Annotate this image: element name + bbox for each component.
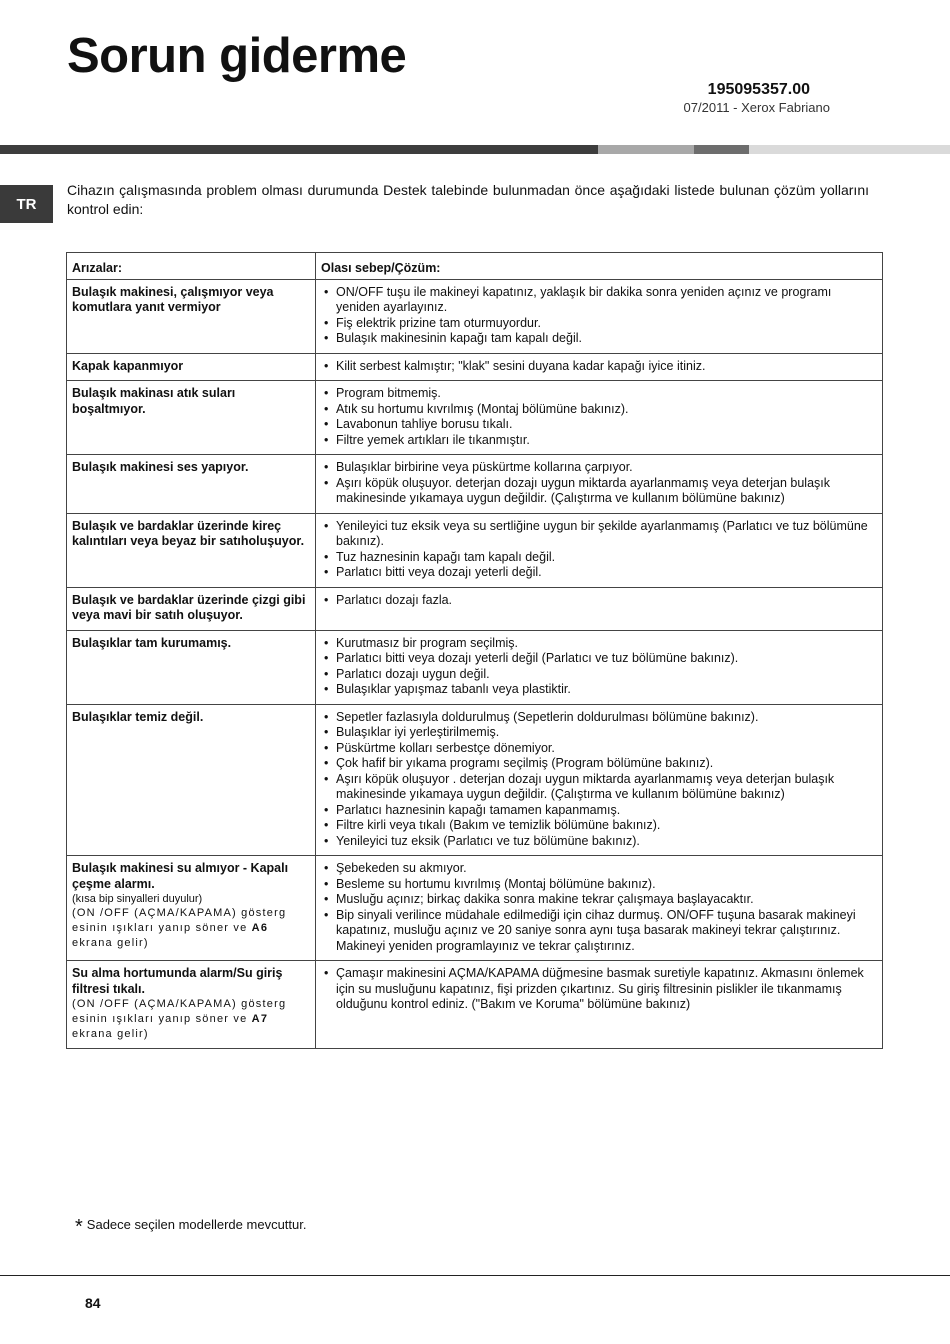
solution-item: • Aşırı köpük oluşuyor. deterjan dozajı uygun miktarda ayarlanmamış veya deterjan bulaşık makinesinde yıkamaya uygun değildir. (Çalıştırma ve kullanım bölümüne bakınız): [321, 476, 877, 507]
solution-item: • Yenileyici tuz eksik veya su sertliğine uygun bir şekilde ayarlanmamış (Parlatıcı ve tuz bölümüne bakınız).: [321, 519, 877, 550]
language-tab: TR: [0, 185, 53, 223]
fault-title: Bulaşıklar temiz değil.: [72, 709, 204, 724]
solution-list: [321, 966, 877, 1013]
page-title: Sorun giderme: [67, 29, 407, 83]
table-row: [67, 856, 883, 961]
table-row: [67, 961, 883, 1049]
indicator-description: (ON /OFF (AÇMA/KAPAMA) gösterg esinin ışıkları yanıp söner ve: [72, 907, 287, 934]
solution-item: • Filtre kirli veya tıkalı (Bakım ve temizlik bölümüne bakınız).: [321, 818, 877, 834]
fault-title: Bulaşık makinası atık suları boşaltmıyor.: [72, 386, 236, 416]
solution-item: • Yenileyici tuz eksik (Parlatıcı ve tuz bölümüne bakınız).: [321, 834, 877, 850]
column-header-faults: Arızalar:: [67, 253, 316, 280]
solution-item: • Şebekeden su akmıyor.: [321, 861, 877, 877]
solution-item: • Filtre yemek artıkları ile tıkanmıştır.: [321, 433, 877, 449]
solution-list: [321, 593, 877, 609]
solution-item: • Püskürtme kolları serbestçe dönemiyor.: [321, 741, 877, 757]
solution-item: • Sepetler fazlasıyla doldurulmuş (Sepetlerin doldurulması bölümüne bakınız).: [321, 710, 877, 726]
table-row: [67, 279, 883, 353]
solution-item: • Atık su hortumu kıvrılmış (Montaj bölümüne bakınız).: [321, 402, 877, 418]
column-header-solutions: Olası sebep/Çözüm:: [316, 253, 883, 280]
fault-title: Bulaşık ve bardaklar üzerinde kireç kalıntıları veya beyaz bir satıholuşuyor.: [72, 518, 305, 548]
fault-cell: [67, 353, 316, 381]
fault-title: Bulaşık makinesi, çalışmıyor veya komutlara yanıt vermiyor: [72, 284, 274, 314]
header-bar-pale: [749, 145, 950, 154]
fault-cell: [67, 279, 316, 353]
fault-title: Su alma hortumunda alarm/Su giriş filtresi tıkalı.: [72, 966, 283, 996]
solution-list: [321, 710, 877, 850]
solution-list: [321, 861, 877, 954]
document-date: 07/2011 - Xerox Fabriano: [683, 100, 830, 115]
table-header-row: [67, 253, 883, 280]
indicator-tail: ekrana gelir): [72, 937, 149, 949]
solution-item: • Çamaşır makinesini AÇMA/KAPAMA düğmesine basmak suretiyle kapatınız. Akmasını önlemek için su musluğunu kapatınız, fişi prizden çıkartınız. Su giriş filtresinin pislikler ile tıkanmamış olduğunu kontrol ediniz. ("Bakım ve Koruma" bölümüne bakınız): [321, 966, 877, 1013]
fault-cell: [67, 961, 316, 1049]
solution-item: • Parlatıcı bitti veya dozajı yeterli değil.: [321, 565, 877, 581]
fault-cell: [67, 587, 316, 630]
solution-cell: [316, 513, 883, 587]
fault-cell: [67, 856, 316, 961]
solution-cell: [316, 961, 883, 1049]
solution-cell: [316, 353, 883, 381]
solution-list: [321, 359, 877, 375]
footnote-text: Sadece seçilen modellerde mevcuttur.: [86, 1217, 307, 1232]
solution-cell: [316, 704, 883, 856]
fault-cell: [67, 381, 316, 455]
header-bar-dark: [0, 145, 598, 154]
table-row: [67, 587, 883, 630]
table-row: [67, 381, 883, 455]
solution-list: [321, 636, 877, 698]
solution-cell: [316, 587, 883, 630]
solution-cell: [316, 630, 883, 704]
solution-item: • Bulaşıklar yapışmaz tabanlı veya plastiktir.: [321, 682, 877, 698]
error-code: A7: [251, 1013, 269, 1025]
solution-item: • Program bitmemiş.: [321, 386, 877, 402]
solution-item: • Parlatıcı dozajı uygun değil.: [321, 667, 877, 683]
footnote-asterisk: *: [75, 1216, 83, 1238]
solution-item: • Parlatıcı bitti veya dozajı yeterli değil (Parlatıcı ve tuz bölümüne bakınız).: [321, 651, 877, 667]
fault-note: (kısa bip sinyalleri duyulur): [72, 893, 203, 905]
solution-item: • Besleme su hortumu kıvrılmış (Montaj bölümüne bakınız).: [321, 877, 877, 893]
intro-text: Cihazın çalışmasında problem olması durumunda Destek talebinde bulunmadan önce aşağıdaki listede bulunan çözüm yollarını kontrol edin:: [67, 182, 869, 217]
table-row: [67, 704, 883, 856]
fault-cell: [67, 455, 316, 514]
indicator-tail: ekrana gelir): [72, 1028, 149, 1040]
fault-cell: [67, 704, 316, 856]
document-number: 195095357.00: [707, 81, 810, 98]
table-row: [67, 455, 883, 514]
solution-item: • Musluğu açınız; birkaç dakika sonra makine tekrar çalışmaya başlayacaktır.: [321, 892, 877, 908]
fault-title: Bulaşık makinesi su almıyor - Kapalı çeşme alarmı.: [72, 861, 289, 891]
solution-item: • Parlatıcı haznesinin kapağı tamamen kapanmamış.: [321, 803, 877, 819]
solution-list: [321, 386, 877, 448]
solution-item: • ON/OFF tuşu ile makineyi kapatınız, yaklaşık bir dakika sonra yeniden açınız ve programı yeniden ayarlayınız.: [321, 285, 877, 316]
header-bar-light: [598, 145, 694, 154]
fault-title: Bulaşıklar tam kurumamış.: [72, 635, 232, 650]
solution-item: • Fiş elektrik prizine tam oturmuyordur.: [321, 316, 877, 332]
solution-item: • Çok hafif bir yıkama programı seçilmiş (Program bölümüne bakınız).: [321, 756, 877, 772]
solution-cell: [316, 856, 883, 961]
fault-title: Bulaşık ve bardaklar üzerinde çizgi gibi veya mavi bir satıh oluşuyor.: [72, 592, 306, 622]
table-row: [67, 353, 883, 381]
solution-item: • Parlatıcı dozajı fazla.: [321, 593, 877, 609]
solution-item: • Kurutmasız bir program seçilmiş.: [321, 636, 877, 652]
solution-cell: [316, 279, 883, 353]
solution-item: • Bulaşık makinesinin kapağı tam kapalı değil.: [321, 331, 877, 347]
table-row: [67, 513, 883, 587]
fault-indicator-text: [72, 906, 310, 951]
fault-cell: [67, 513, 316, 587]
solution-item: • Bip sinyali verilince müdahale edilmediği için cihaz durmuş. ON/OFF tuşuna basarak makineyi kapatınız, musluğu açınız ve 20 saniye sonra aynı tuşa basarak makineyi tekrar çalıştırınız. Makineyi yeniden programlayınız ve tekrar çalıştırınız.: [321, 908, 877, 955]
fault-title: Kapak kapanmıyor: [72, 358, 184, 373]
footer-rule: [0, 1275, 950, 1276]
troubleshooting-table: [66, 252, 883, 1049]
page-number: 84: [85, 1295, 101, 1311]
table-row: [67, 630, 883, 704]
error-code: A6: [251, 922, 269, 934]
solution-item: • Lavabonun tahliye borusu tıkalı.: [321, 417, 877, 433]
solution-item: • Bulaşıklar iyi yerleştirilmemiş.: [321, 725, 877, 741]
solution-cell: [316, 455, 883, 514]
header-bar-mid: [694, 145, 749, 154]
solution-item: • Tuz haznesinin kapağı tam kapalı değil.: [321, 550, 877, 566]
fault-title: Bulaşık makinesi ses yapıyor.: [72, 460, 249, 474]
solution-item: • Kilit serbest kalmıştır; "klak" sesini duyana kadar kapağı iyice itiniz.: [321, 359, 877, 375]
fault-cell: [67, 630, 316, 704]
fault-indicator-text: [72, 997, 310, 1042]
solution-list: [321, 460, 877, 507]
solution-list: [321, 519, 877, 581]
indicator-description: (ON /OFF (AÇMA/KAPAMA) gösterg esinin ışıkları yanıp söner ve: [72, 998, 287, 1025]
solution-list: [321, 285, 877, 347]
solution-item: • Aşırı köpük oluşuyor . deterjan dozajı uygun miktarda ayarlanmamış veya deterjan bulaşık makinesinde yıkamaya uygun değildir. (Çalıştırma ve kullanım bölümüne bakınız): [321, 772, 877, 803]
footnote: [75, 1216, 306, 1239]
solution-cell: [316, 381, 883, 455]
solution-item: • Bulaşıklar birbirine veya püskürtme kollarına çarpıyor.: [321, 460, 877, 476]
